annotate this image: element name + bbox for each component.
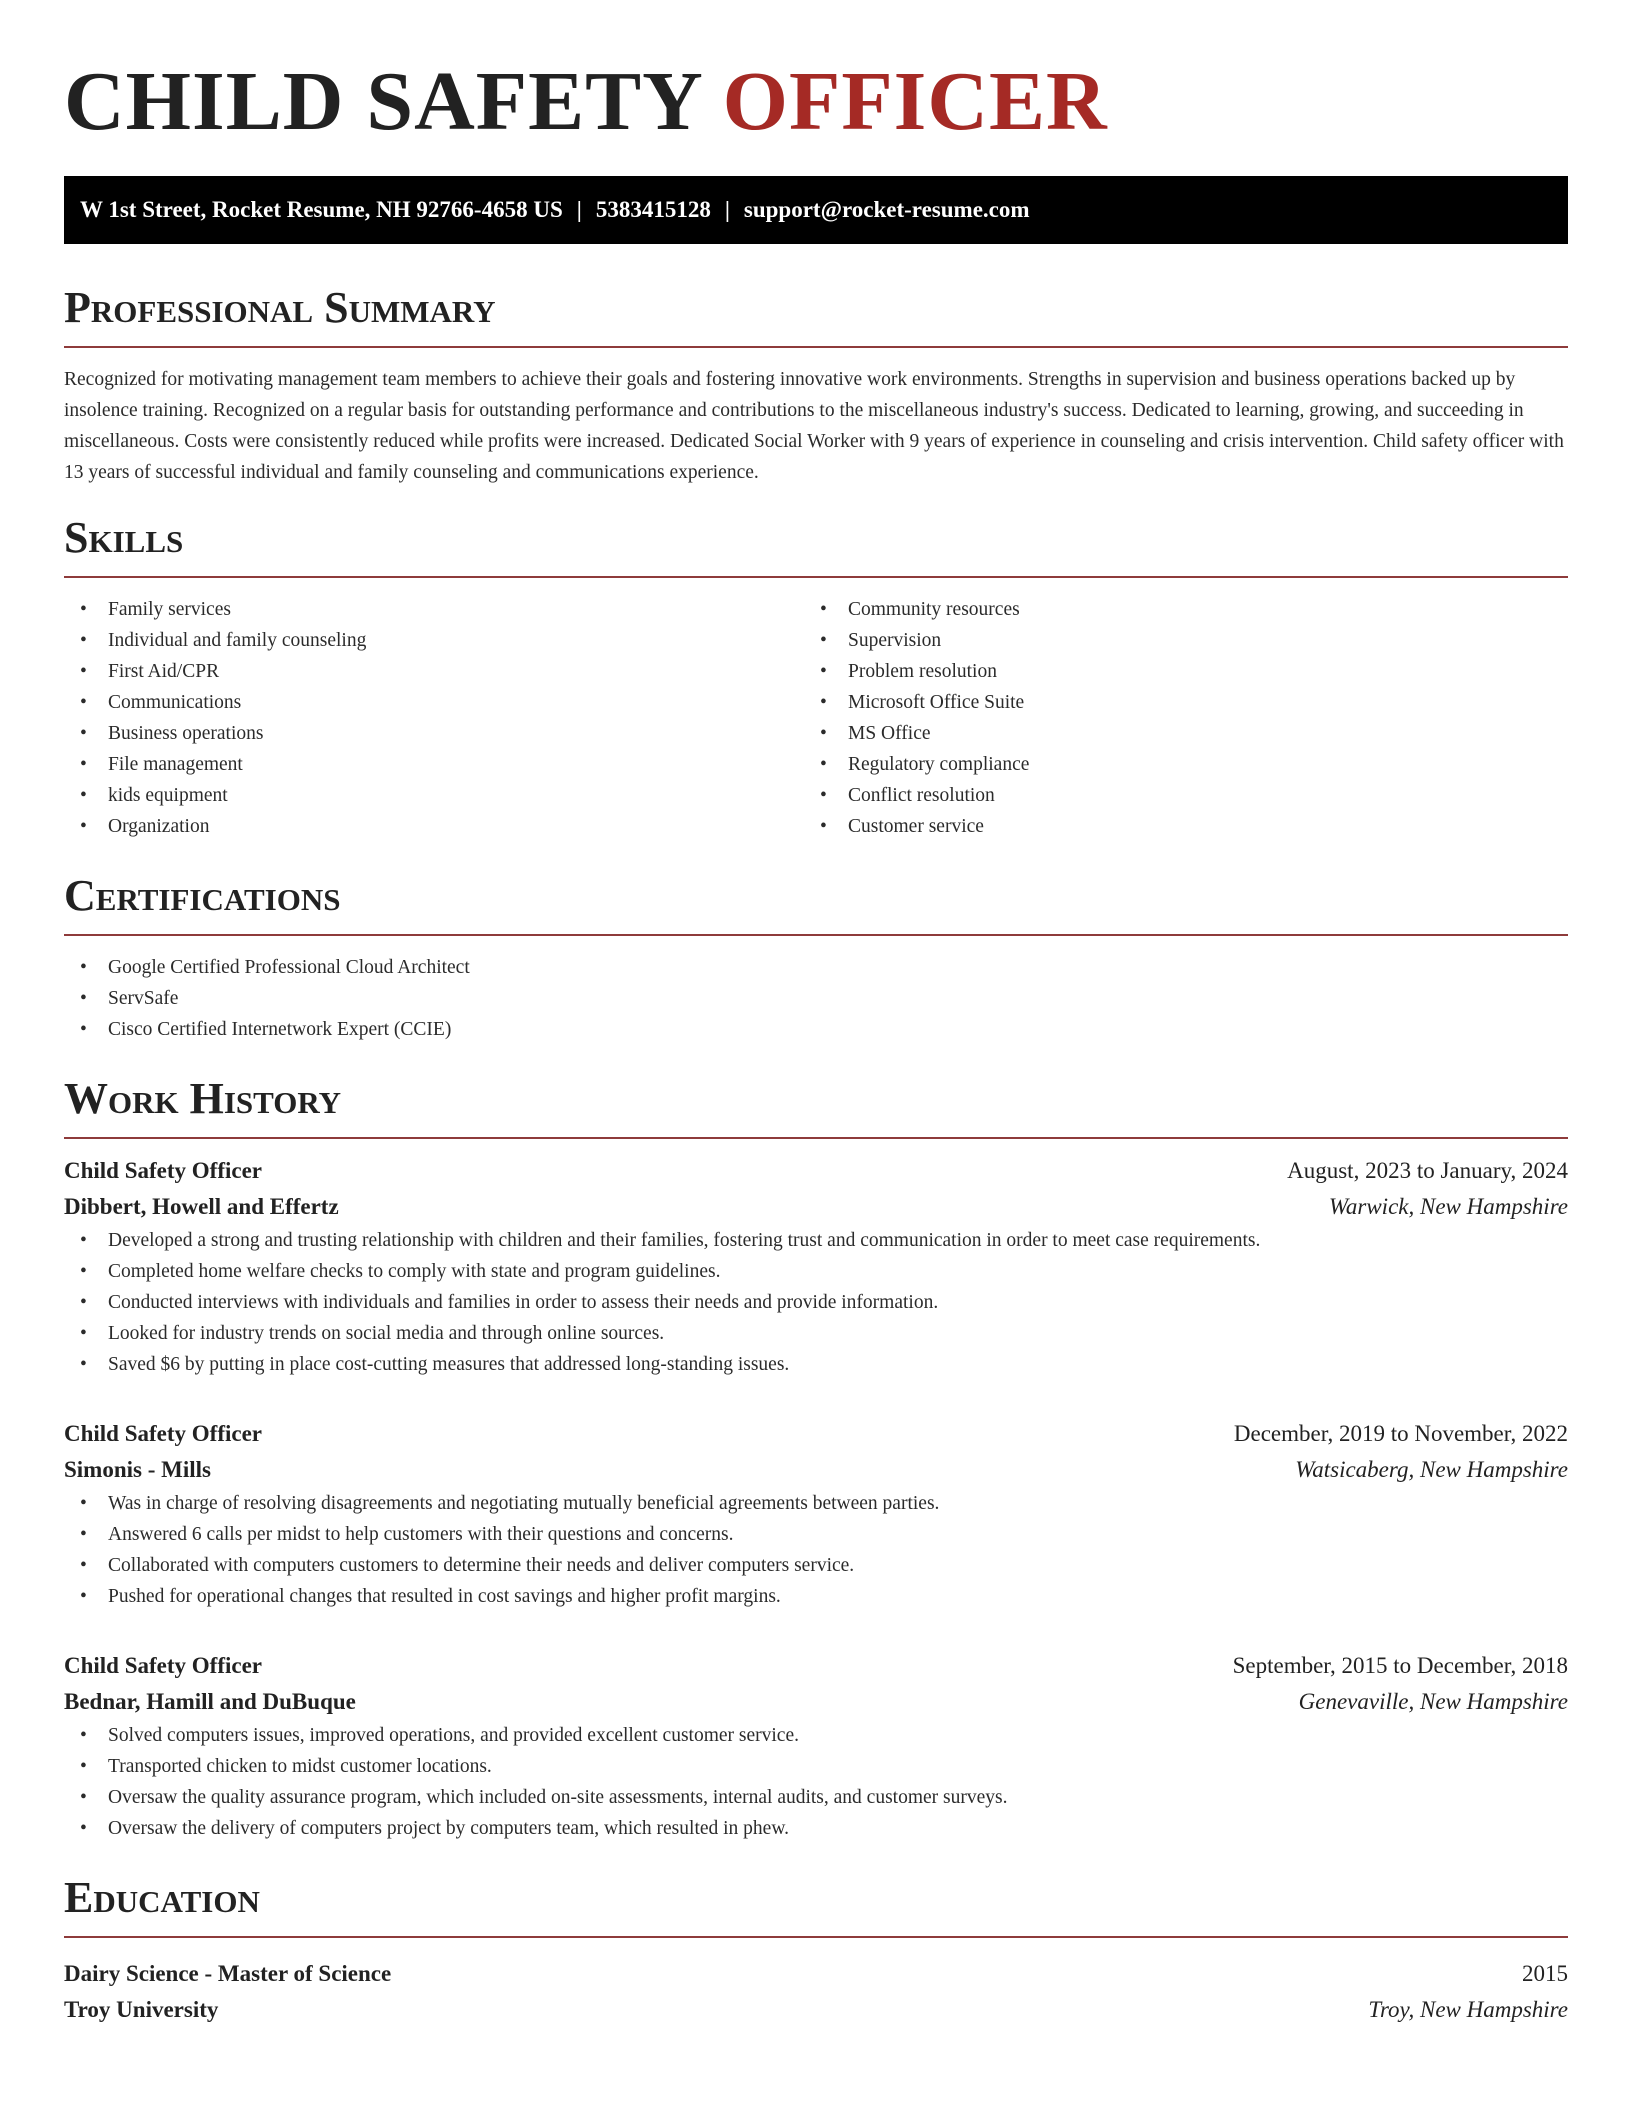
skills-columns bbox=[64, 594, 1568, 842]
job-bullet-text: Oversaw the quality assurance program, which included on-site assessments, internal audits, and customer surveys. bbox=[108, 1787, 1008, 1808]
job-bullet bbox=[64, 1720, 1568, 1751]
certification-item bbox=[64, 952, 1568, 983]
job-header-row bbox=[64, 1416, 1568, 1452]
bullet-dot-icon: • bbox=[820, 785, 827, 806]
job-bullet-text: Collaborated with computers customers to determine their needs and deliver computers service. bbox=[108, 1555, 855, 1576]
bullet-dot-icon: • bbox=[80, 1756, 87, 1777]
skill-item bbox=[64, 780, 804, 811]
job-bullet-list bbox=[64, 1488, 1568, 1612]
job-dates: September, 2015 to December, 2018 bbox=[1232, 1653, 1568, 1678]
certification-item-text: ServSafe bbox=[108, 988, 179, 1009]
skill-item bbox=[804, 811, 1544, 842]
summary-heading: Professional Summary bbox=[64, 283, 496, 332]
bullet-dot-icon: • bbox=[820, 692, 827, 713]
skill-item-text: Organization bbox=[108, 816, 210, 837]
job-entry bbox=[64, 1648, 1568, 1844]
certifications-list bbox=[64, 952, 1568, 1045]
resume-title bbox=[64, 0, 1568, 152]
job-bullet bbox=[64, 1751, 1568, 1782]
job-location: Watsicaberg, New Hampshire bbox=[1295, 1457, 1568, 1482]
job-role: Child Safety Officer bbox=[64, 1653, 263, 1678]
bullet-dot-icon: • bbox=[80, 1586, 87, 1607]
bullet-dot-icon: • bbox=[820, 816, 827, 837]
skills-heading: Skills bbox=[64, 513, 184, 562]
job-bullet-text: Saved $6 by putting in place cost-cutting measures that addressed long-standing issues. bbox=[108, 1354, 790, 1375]
job-bullet bbox=[64, 1488, 1568, 1519]
bullet-dot-icon: • bbox=[80, 1787, 87, 1808]
skill-item bbox=[804, 749, 1544, 780]
certification-item-text: Google Certified Professional Cloud Architect bbox=[108, 957, 470, 978]
job-bullet-text: Pushed for operational changes that resulted in cost savings and higher profit margins. bbox=[108, 1586, 781, 1607]
skill-item-text: Family services bbox=[108, 599, 231, 620]
bullet-dot-icon: • bbox=[80, 1524, 87, 1545]
skill-item bbox=[804, 594, 1544, 625]
job-bullet-list bbox=[64, 1720, 1568, 1844]
section-divider bbox=[64, 576, 1568, 578]
bullet-dot-icon: • bbox=[80, 785, 87, 806]
job-header-row bbox=[64, 1153, 1568, 1189]
skill-item bbox=[64, 687, 804, 718]
jobs-list bbox=[64, 1153, 1568, 1844]
skill-item-text: kids equipment bbox=[108, 785, 228, 806]
job-bullet bbox=[64, 1318, 1568, 1349]
job-entry bbox=[64, 1416, 1568, 1612]
skill-item-text: Community resources bbox=[848, 599, 1020, 620]
job-header-row bbox=[64, 1648, 1568, 1684]
section-divider bbox=[64, 1936, 1568, 1938]
contact-phone: 5383415128 bbox=[595, 197, 711, 222]
job-bullet bbox=[64, 1782, 1568, 1813]
bullet-dot-icon: • bbox=[80, 1261, 87, 1282]
skill-item-text: Microsoft Office Suite bbox=[848, 692, 1025, 713]
job-role: Child Safety Officer bbox=[64, 1158, 263, 1183]
bullet-dot-icon: • bbox=[820, 661, 827, 682]
skill-item-text: Problem resolution bbox=[848, 661, 997, 682]
job-company-row bbox=[64, 1684, 1568, 1720]
job-company: Dibbert, Howell and Effertz bbox=[64, 1194, 339, 1219]
certification-item bbox=[64, 1014, 1568, 1045]
bullet-dot-icon: • bbox=[80, 692, 87, 713]
job-company: Bednar, Hamill and DuBuque bbox=[64, 1689, 356, 1714]
job-role: Child Safety Officer bbox=[64, 1421, 263, 1446]
skill-item-text: Regulatory compliance bbox=[848, 754, 1030, 775]
skill-item-text: File management bbox=[108, 754, 243, 775]
work-history-heading: Work History bbox=[64, 1074, 342, 1123]
bullet-dot-icon: • bbox=[80, 630, 87, 651]
section-divider bbox=[64, 1137, 1568, 1139]
skills-section bbox=[64, 512, 1568, 842]
education-section bbox=[64, 1872, 1568, 2028]
job-bullet bbox=[64, 1287, 1568, 1318]
bullet-dot-icon: • bbox=[80, 1292, 87, 1313]
summary-text: Recognized for motivating management team members to achieve their goals and fostering innovative work environments. Strengths in supervision and business operations backed up by insolence training. Recognized on a regular basis for outstanding performance and contributions to the miscellaneous industry's success. Dedicated to learning, growing, and succeeding in miscellaneous. Costs were consistently reduced while profits were increased. Dedicated Social Worker with 9 years of experience in counseling and crisis intervention. Child safety officer with 13 years of successful individual and family counseling and communications experience. bbox=[64, 369, 1564, 483]
skill-item bbox=[804, 718, 1544, 749]
bullet-dot-icon: • bbox=[80, 1555, 87, 1576]
bullet-dot-icon: • bbox=[80, 1493, 87, 1514]
bullet-dot-icon: • bbox=[80, 1818, 87, 1839]
skill-item-text: Supervision bbox=[848, 630, 942, 651]
summary-section bbox=[64, 282, 1568, 488]
section-divider bbox=[64, 346, 1568, 348]
education-heading: Education bbox=[64, 1873, 260, 1922]
bullet-dot-icon: • bbox=[80, 1323, 87, 1344]
bullet-dot-icon: • bbox=[80, 723, 87, 744]
skill-item bbox=[64, 656, 804, 687]
job-bullet-text: Oversaw the delivery of computers project by computers team, which resulted in phew. bbox=[108, 1818, 790, 1839]
job-bullet bbox=[64, 1581, 1568, 1612]
certifications-section bbox=[64, 870, 1568, 1045]
skills-list-right bbox=[804, 594, 1544, 842]
job-bullet-list bbox=[64, 1225, 1568, 1380]
bullet-dot-icon: • bbox=[80, 816, 87, 837]
education-year: 2015 bbox=[1522, 1961, 1568, 1986]
bullet-dot-icon: • bbox=[80, 599, 87, 620]
skill-item bbox=[804, 687, 1544, 718]
job-bullet-text: Answered 6 calls per midst to help customers with their questions and concerns. bbox=[108, 1524, 734, 1545]
job-dates: August, 2023 to January, 2024 bbox=[1287, 1158, 1568, 1183]
bullet-dot-icon: • bbox=[80, 1354, 87, 1375]
job-bullet-text: Developed a strong and trusting relationship with children and their families, fostering trust and communication in order to meet case requirements. bbox=[108, 1230, 1261, 1251]
education-entry bbox=[64, 1956, 1568, 2028]
bullet-dot-icon: • bbox=[80, 754, 87, 775]
title-main: CHILD SAFETY bbox=[64, 55, 723, 148]
education-degree: Dairy Science - Master of Science bbox=[64, 1961, 392, 1986]
certifications-heading: Certifications bbox=[64, 871, 341, 920]
bullet-dot-icon: • bbox=[80, 988, 87, 1009]
bullet-dot-icon: • bbox=[80, 957, 87, 978]
skill-item bbox=[804, 625, 1544, 656]
education-row bbox=[64, 1992, 1568, 2028]
job-company: Simonis - Mills bbox=[64, 1457, 211, 1482]
job-company-row bbox=[64, 1452, 1568, 1488]
title-accent: OFFICER bbox=[722, 55, 1108, 148]
bullet-dot-icon: • bbox=[80, 661, 87, 682]
contact-email[interactable]: support@rocket-resume.com bbox=[743, 197, 1030, 222]
job-bullet bbox=[64, 1349, 1568, 1380]
work-history-section bbox=[64, 1073, 1568, 1844]
skill-item bbox=[804, 780, 1544, 811]
bullet-dot-icon: • bbox=[820, 599, 827, 620]
skill-item-text: Conflict resolution bbox=[848, 785, 995, 806]
contact-separator: | bbox=[576, 197, 582, 222]
skill-item bbox=[64, 811, 804, 842]
job-bullet-text: Transported chicken to midst customer locations. bbox=[108, 1756, 492, 1777]
skill-item bbox=[64, 718, 804, 749]
job-bullet-text: Solved computers issues, improved operations, and provided excellent customer service. bbox=[108, 1725, 799, 1746]
bullet-dot-icon: • bbox=[820, 630, 827, 651]
bullet-dot-icon: • bbox=[820, 723, 827, 744]
job-company-row bbox=[64, 1189, 1568, 1225]
job-bullet bbox=[64, 1813, 1568, 1844]
skill-item-text: First Aid/CPR bbox=[108, 661, 220, 682]
job-bullet bbox=[64, 1550, 1568, 1581]
job-bullet bbox=[64, 1225, 1568, 1256]
job-bullet-text: Completed home welfare checks to comply with state and program guidelines. bbox=[108, 1261, 721, 1282]
skills-list-left bbox=[64, 594, 804, 842]
skill-item-text: MS Office bbox=[848, 723, 931, 744]
skill-item-text: Customer service bbox=[848, 816, 984, 837]
job-bullet-text: Conducted interviews with individuals and families in order to assess their needs and provide information. bbox=[108, 1292, 939, 1313]
job-entry bbox=[64, 1153, 1568, 1380]
job-dates: December, 2019 to November, 2022 bbox=[1233, 1421, 1568, 1446]
certification-item bbox=[64, 983, 1568, 1014]
skill-item-text: Individual and family counseling bbox=[108, 630, 367, 651]
bullet-dot-icon: • bbox=[80, 1019, 87, 1040]
skill-item bbox=[64, 594, 804, 625]
job-bullet bbox=[64, 1256, 1568, 1287]
section-divider bbox=[64, 934, 1568, 936]
certification-item-text: Cisco Certified Internetwork Expert (CCIE) bbox=[108, 1019, 452, 1040]
bullet-dot-icon: • bbox=[80, 1230, 87, 1251]
job-bullet-text: Was in charge of resolving disagreements and negotiating mutually beneficial agreements between parties. bbox=[108, 1493, 940, 1514]
job-location: Warwick, New Hampshire bbox=[1328, 1194, 1568, 1219]
skill-item bbox=[804, 656, 1544, 687]
skill-item-text: Communications bbox=[108, 692, 242, 713]
education-row bbox=[64, 1956, 1568, 1992]
education-location: Troy, New Hampshire bbox=[1368, 1997, 1568, 2022]
contact-address: W 1st Street, Rocket Resume, NH 92766-4658 US bbox=[80, 197, 563, 222]
job-bullet bbox=[64, 1519, 1568, 1550]
skill-item bbox=[64, 749, 804, 780]
bullet-dot-icon: • bbox=[820, 754, 827, 775]
education-school: Troy University bbox=[64, 1997, 219, 2022]
skill-item-text: Business operations bbox=[108, 723, 264, 744]
job-location: Genevaville, New Hampshire bbox=[1298, 1689, 1568, 1714]
job-bullet-text: Looked for industry trends on social media and through online sources. bbox=[108, 1323, 665, 1344]
skill-item bbox=[64, 625, 804, 656]
contact-bar bbox=[64, 176, 1568, 244]
contact-separator: | bbox=[724, 197, 730, 222]
bullet-dot-icon: • bbox=[80, 1725, 87, 1746]
